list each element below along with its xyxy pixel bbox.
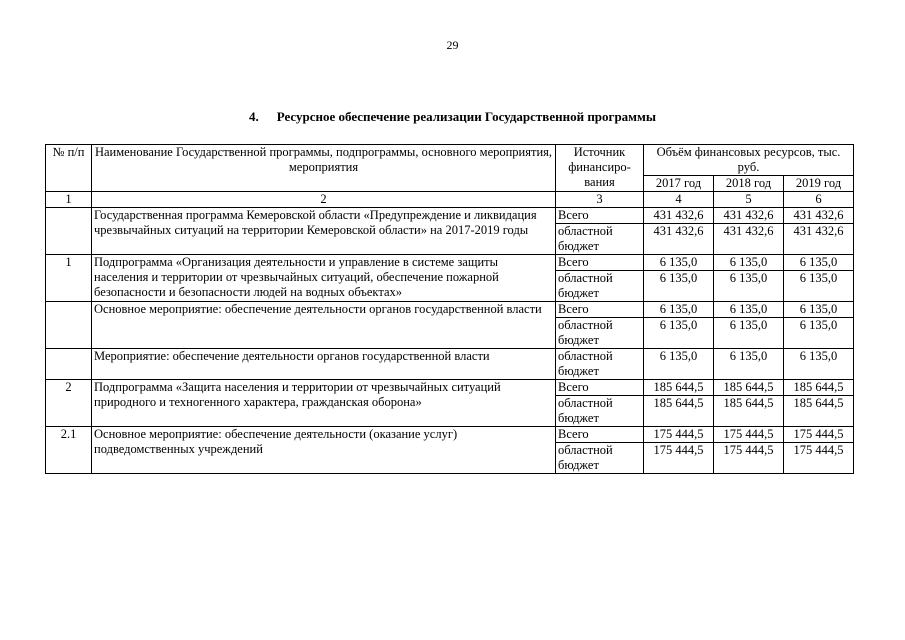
header-row <box>46 145 854 176</box>
row-num: 2 <box>46 380 92 427</box>
value-2018: 6 135,0 <box>714 318 784 349</box>
source-regional: областной бюджет <box>556 443 644 474</box>
row-name: Государственная программа Кемеровской области «Предупреждение и ликвидация чрезвычайных ситуаций на территории Кемеровской области» на 2017-2019 годы <box>92 208 556 255</box>
row-name: Мероприятие: обеспечение деятельности органов государственной власти <box>92 349 556 380</box>
header-2019: 2019 год <box>784 176 854 192</box>
value-2018: 6 135,0 <box>714 349 784 380</box>
row-num <box>46 208 92 255</box>
source-total: Всего <box>556 255 644 271</box>
value-2019: 6 135,0 <box>784 318 854 349</box>
header-2017: 2017 год <box>644 176 714 192</box>
source-total: Всего <box>556 427 644 443</box>
col-number: 4 <box>644 192 714 208</box>
value-2017: 6 135,0 <box>644 302 714 318</box>
source-regional: областной бюджет <box>556 349 644 380</box>
row-num: 1 <box>46 255 92 302</box>
value-2017: 175 444,5 <box>644 443 714 474</box>
value-2019: 6 135,0 <box>784 302 854 318</box>
source-total: Всего <box>556 302 644 318</box>
table-row <box>46 302 854 318</box>
row-num: 2.1 <box>46 427 92 474</box>
value-2019: 185 644,5 <box>784 380 854 396</box>
resource-table <box>45 144 854 474</box>
value-2017: 431 432,6 <box>644 208 714 224</box>
value-2017: 431 432,6 <box>644 224 714 255</box>
value-2018: 185 644,5 <box>714 396 784 427</box>
value-2017: 185 644,5 <box>644 380 714 396</box>
row-num <box>46 349 92 380</box>
col-number: 2 <box>92 192 556 208</box>
row-name: Подпрограмма «Защита населения и территории от чрезвычайных ситуаций природного и техногенного характера, гражданская оборона» <box>92 380 556 427</box>
header-name: Наименование Государственной программы, подпрограммы, основного мероприятия, мероприятия <box>92 145 556 192</box>
table-row <box>46 208 854 224</box>
source-regional: областной бюджет <box>556 224 644 255</box>
table-row <box>46 380 854 396</box>
col-number: 1 <box>46 192 92 208</box>
source-regional: областной бюджет <box>556 396 644 427</box>
value-2018: 6 135,0 <box>714 255 784 271</box>
section-title: Ресурсное обеспечение реализации Государственной программы <box>276 109 657 124</box>
column-number-row <box>46 192 854 208</box>
value-2018: 185 644,5 <box>714 380 784 396</box>
value-2018: 175 444,5 <box>714 443 784 474</box>
source-regional: областной бюджет <box>556 271 644 302</box>
value-2019: 431 432,6 <box>784 224 854 255</box>
page-number: 29 <box>446 38 459 52</box>
header-volume: Объём финансовых ресурсов, тыс. руб. <box>644 145 854 176</box>
header-source: Источник финансиро-вания <box>556 145 644 192</box>
value-2018: 6 135,0 <box>714 302 784 318</box>
col-number: 3 <box>556 192 644 208</box>
value-2019: 185 644,5 <box>784 396 854 427</box>
col-number: 6 <box>784 192 854 208</box>
value-2018: 175 444,5 <box>714 427 784 443</box>
value-2019: 6 135,0 <box>784 255 854 271</box>
value-2019: 6 135,0 <box>784 349 854 380</box>
header-2018: 2018 год <box>714 176 784 192</box>
source-total: Всего <box>556 208 644 224</box>
section-number: 4. <box>248 109 259 124</box>
value-2017: 6 135,0 <box>644 349 714 380</box>
row-num <box>46 302 92 349</box>
value-2019: 6 135,0 <box>784 271 854 302</box>
section-heading <box>0 109 905 125</box>
source-total: Всего <box>556 380 644 396</box>
value-2017: 185 644,5 <box>644 396 714 427</box>
table-row <box>46 255 854 271</box>
value-2018: 431 432,6 <box>714 208 784 224</box>
value-2017: 6 135,0 <box>644 255 714 271</box>
value-2018: 431 432,6 <box>714 224 784 255</box>
value-2018: 6 135,0 <box>714 271 784 302</box>
row-name: Основное мероприятие: обеспечение деятельности (оказание услуг) подведомственных учреждений <box>92 427 556 474</box>
value-2017: 6 135,0 <box>644 318 714 349</box>
value-2019: 175 444,5 <box>784 427 854 443</box>
value-2017: 175 444,5 <box>644 427 714 443</box>
col-number: 5 <box>714 192 784 208</box>
value-2019: 175 444,5 <box>784 443 854 474</box>
row-name: Основное мероприятие: обеспечение деятельности органов государственной власти <box>92 302 556 349</box>
source-regional: областной бюджет <box>556 318 644 349</box>
table-row <box>46 427 854 443</box>
table-row <box>46 349 854 380</box>
row-name: Подпрограмма «Организация деятельности и управление в системе защиты населения и территории от чрезвычайных ситуаций, обеспечение пожарной безопасности и безопасности людей на водных объектах» <box>92 255 556 302</box>
value-2019: 431 432,6 <box>784 208 854 224</box>
header-num: № п/п <box>46 145 92 192</box>
value-2017: 6 135,0 <box>644 271 714 302</box>
